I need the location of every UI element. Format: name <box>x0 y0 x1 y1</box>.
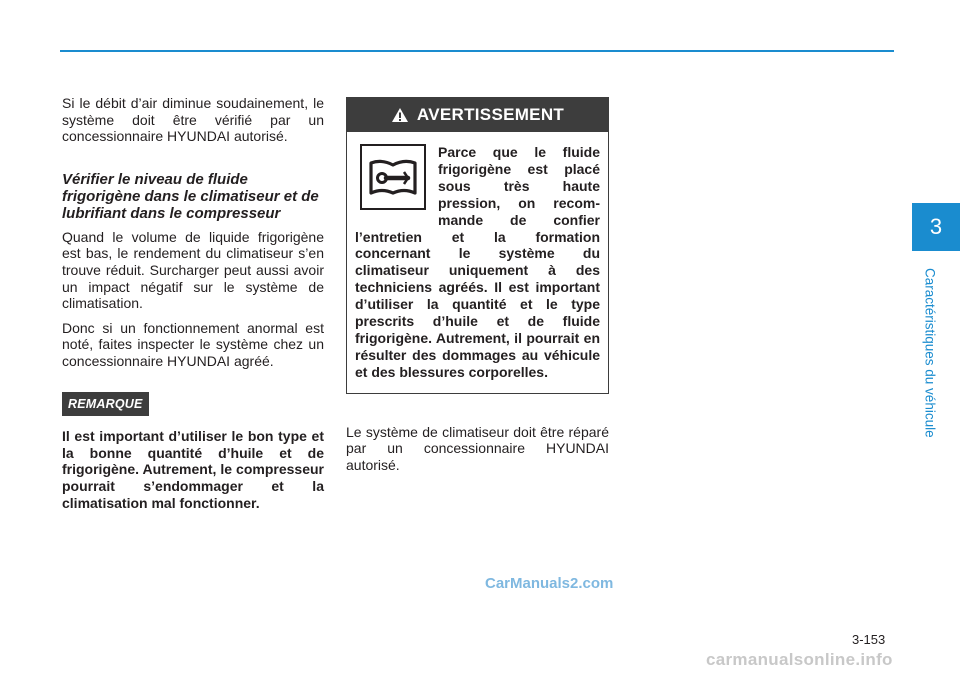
header-rule <box>60 50 894 52</box>
remark-text: Il est important d’utiliser le bon type et la bonne quantité d’huile et de frigorigène. Autrement, le compresseur pourrait s’endommager et la climatisation mal fonctionner. <box>62 428 324 511</box>
chapter-title-side <box>900 258 960 448</box>
warning-triangle-icon <box>391 107 409 123</box>
watermark-carmanualsonline: carmanualsonline.info <box>706 650 893 669</box>
paragraph-2: Donc si un fonctionnement anormal est noté, faites inspecter le système chez un concessionnaire HYUNDAI agréé. <box>62 319 324 369</box>
section-subheading: Vérifier le niveau de fluide frigorigène dans le climatiseur et de lubrifiant dans le compresseur <box>62 170 319 222</box>
chapter-number-tab <box>912 203 960 251</box>
warning-header <box>347 98 608 132</box>
page-number: 3-153 <box>852 632 886 647</box>
warning-box <box>346 97 609 394</box>
paragraph-1: Quand le volume de liquide frigorigène est bas, le rendement du climatiseur s’en trouve réduit. Surcharger peut aussi avoir un impact négatif sur le système de climatisation. <box>62 228 324 312</box>
manual-wrench-icon <box>360 144 426 210</box>
warning-text: Parce que le fluide frigorigène est placé sous très haute pression, on recom-mande de confier l’entretien et la formation concernant le système du climatiseur uniquement à des techniciens agréés. Il est important d’utiliser la quantité et le type prescrits d’huile et de fluide frigorigène. Autrement, il pourrait en résulter des dommages au véhicule et des blessures corporelles. <box>355 144 600 380</box>
warning-title: AVERTISSEMENT <box>416 104 565 124</box>
intro-paragraph: Si le débit d’air diminue soudainement, le système doit être vérifié par un concessionnaire HYUNDAI autorisé. <box>62 95 324 145</box>
chapter-title: Caractéristiques du véhicule <box>922 268 938 438</box>
remark-label: REMARQUE <box>62 392 149 417</box>
right-paragraph: Le système de climatiseur doit être réparé par un concessionnaire HYUNDAI autorisé. <box>346 423 609 473</box>
right-column <box>346 97 609 473</box>
left-column <box>62 95 324 511</box>
warning-body <box>347 132 608 393</box>
chapter-number: 3 <box>929 214 943 239</box>
watermark-carmanuals2: CarManuals2.com <box>485 575 614 592</box>
